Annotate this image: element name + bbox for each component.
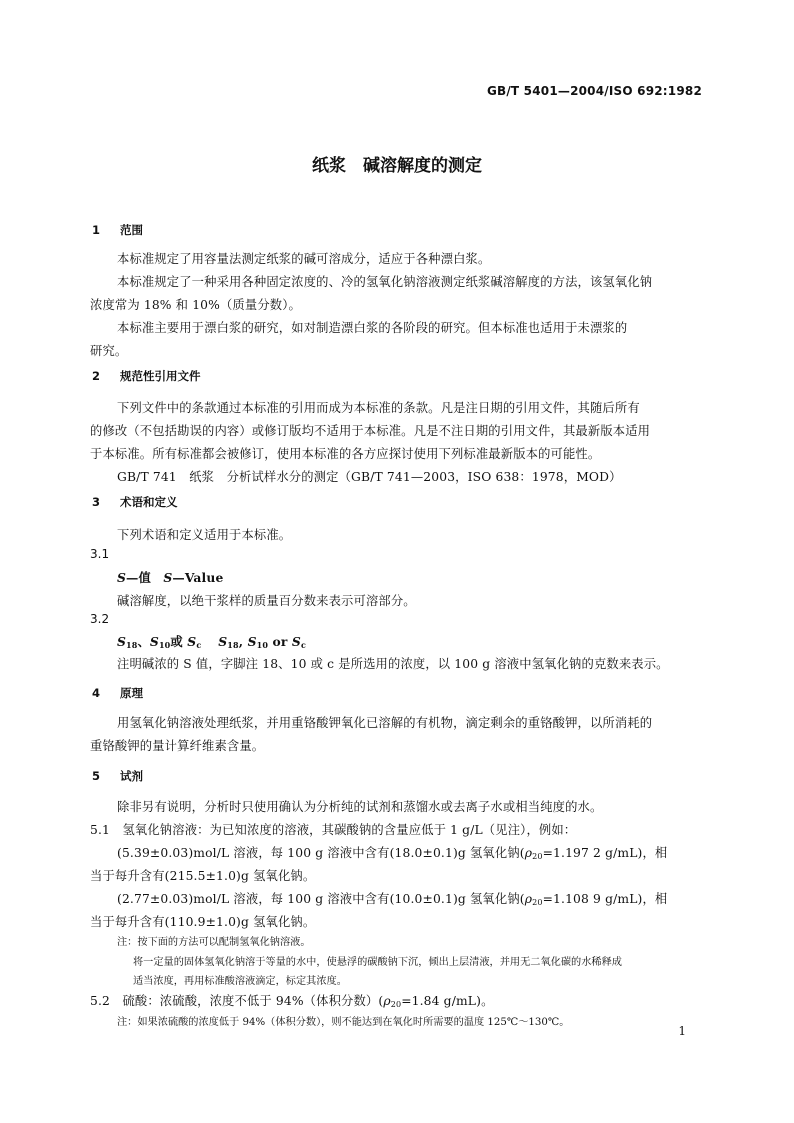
- note-text: 将一定量的固体氢氧化钠溶于等量的水中，使悬浮的碳酸钠下沉，倾出上层清液，并用无二氧化碳的水稀释成: [133, 957, 622, 968]
- solution-line: [117, 889, 667, 907]
- document-title: 纸浆 碱溶解度的测定: [312, 156, 482, 176]
- solution-text: =1.197 2 g/mL)，相: [542, 846, 668, 860]
- conjunction-cn: 或: [170, 634, 183, 649]
- section-title: 原理: [120, 686, 143, 700]
- page-number: 1: [678, 1024, 686, 1038]
- subscript: 20: [390, 1000, 402, 1009]
- term-symbol: S: [218, 634, 228, 649]
- clause-5-2: [90, 991, 494, 1009]
- term-symbol: S: [163, 570, 173, 585]
- section-number: 2: [92, 369, 101, 383]
- section-title: 范围: [120, 223, 143, 237]
- subscript: c: [196, 640, 202, 650]
- paragraph: 本标准主要用于漂白浆的研究，如对制造漂白浆的各阶段的研究。但本标准也适用于未漂浆的: [117, 321, 628, 335]
- conjunction-en: or: [272, 634, 288, 649]
- density-symbol: ρ: [524, 892, 533, 906]
- clause-text: 氢氧化钠溶液：为已知浓度的溶液，其碳酸钠的含量应低于 1 g/L（见注），例如：: [122, 823, 577, 837]
- term-symbol: S: [117, 570, 127, 585]
- term-definition: 碱溶解度，以绝干浆样的质量百分数来表示可溶部分。: [117, 594, 416, 608]
- separator: 、: [137, 634, 150, 649]
- paragraph-cont: 重铬酸钾的量计算纤维素含量。: [90, 739, 265, 753]
- density-symbol: ρ: [524, 846, 533, 860]
- solution-text: (2.77±0.03)mol/L 溶液，每 100 g 溶液中含有(10.0±0.1)g 氢氧化钠(: [117, 892, 525, 906]
- paragraph: 除非另有说明，分析时只使用确认为分析纯的试剂和蒸馏水或去离子水或相当纯度的水。: [117, 800, 603, 814]
- paragraph: 用氢氧化钠溶液处理纸浆，并用重铬酸钾氧化已溶解的有机物，滴定剩余的重铬酸钾，以所消耗的: [117, 716, 653, 730]
- clause-5-1: [90, 820, 576, 838]
- section-3-heading: [92, 494, 178, 510]
- note-text: 适当浓度，再用标准酸溶液滴定，标定其浓度。: [133, 976, 347, 987]
- section-1-heading: [92, 222, 143, 238]
- section-number: 3: [92, 495, 101, 509]
- paragraph: 下列术语和定义适用于本标准。: [117, 528, 292, 542]
- note: 注：如果浓硫酸的浓度低于 94%（体积分数），则不能达到在氧化时所需要的温度 125℃～130℃。: [117, 1017, 570, 1028]
- clause-number: 5.1: [90, 823, 111, 837]
- clause-text: 硫酸：浓硫酸，浓度不低于 94%（体积分数）(: [122, 994, 384, 1008]
- paragraph-cont: 研究。: [90, 344, 128, 358]
- section-4-heading: [92, 685, 143, 701]
- note: 注：按下面的方法可以配制氢氧化钠溶液。: [117, 937, 311, 948]
- term-symbol: S: [247, 634, 257, 649]
- subscript: 10: [256, 640, 269, 650]
- section-title: 规范性引用文件: [120, 369, 201, 383]
- term-cn: —值: [126, 570, 151, 585]
- term-en: —Value: [172, 570, 224, 585]
- density-symbol: ρ: [383, 994, 391, 1008]
- reference-entry: GB/T 741 纸浆 分析试样水分的测定（GB/T 741—2003，ISO 638：1978，MOD）: [117, 470, 622, 484]
- standard-code: GB/T 5401—2004/ISO 692:1982: [486, 84, 702, 98]
- paragraph: 本标准规定了用容量法测定纸浆的碱可溶成分，适应于各种漂白浆。: [117, 252, 491, 266]
- clause-number: 5.2: [90, 994, 111, 1008]
- paragraph-cont: 的修改（不包括勘误的内容）或修订版均不适用于本标准。凡是不注日期的引用文件，其最新版本适用: [90, 424, 651, 438]
- clause-number: 3.1: [90, 547, 110, 561]
- paragraph: 本标准规定了一种采用各种固定浓度的、冷的氢氧化钠溶液测定纸浆碱溶解度的方法，该氢氧化钠: [117, 275, 653, 289]
- term-symbol: S: [117, 634, 127, 649]
- subscript: 10: [158, 640, 171, 650]
- subscript: 20: [532, 898, 543, 907]
- section-title: 术语和定义: [120, 495, 178, 509]
- solution-text: =1.108 9 g/mL)，相: [542, 892, 668, 906]
- section-number: 1: [92, 223, 101, 237]
- paragraph-cont: 浓度常为 18% 和 10%（质量分数）。: [90, 298, 301, 312]
- subscript: c: [300, 640, 306, 650]
- subscript: 18: [227, 640, 239, 650]
- term-symbol: S: [187, 634, 197, 649]
- clause-number: 3.2: [90, 612, 110, 626]
- subscript: 18: [126, 640, 138, 650]
- term-symbol: S: [149, 634, 159, 649]
- paragraph-cont: 于本标准。所有标准都会被修订，使用本标准的各方应探讨使用下列标准最新版本的可能性。: [90, 447, 601, 461]
- paragraph-cont: 当于每升含有(215.5±1.0)g 氢氧化钠。: [90, 869, 316, 883]
- paragraph: 下列文件中的条款通过本标准的引用而成为本标准的条款。凡是注日期的引用文件，其随后所有: [117, 401, 640, 415]
- section-number: 5: [92, 769, 101, 783]
- section-5-heading: [92, 768, 143, 784]
- section-2-heading: [92, 368, 201, 384]
- term-s-value: [117, 568, 223, 586]
- term-symbol: S: [291, 634, 301, 649]
- paragraph-cont: 当于每升含有(110.9±1.0)g 氢氧化钠。: [90, 915, 316, 929]
- term-definition: 注明碱浓的 S 值，字脚注 18、10 或 c 是所选用的浓度，以 100 g 溶液中氢氧化钠的克数来表示。: [117, 657, 669, 671]
- solution-line: [117, 843, 667, 861]
- section-title: 试剂: [120, 769, 143, 783]
- term-s-subscripts: $S_{18}$、$S_{10}$或 $S_c$ $S_{18}$, $S_{10}$ or $S_c$: [117, 634, 306, 650]
- clause-text: =1.84 g/mL)。: [401, 994, 494, 1008]
- subscript: 20: [532, 852, 543, 861]
- solution-text: (5.39±0.03)mol/L 溶液，每 100 g 溶液中含有(18.0±0.1)g 氢氧化钠(: [117, 846, 525, 860]
- section-number: 4: [92, 686, 101, 700]
